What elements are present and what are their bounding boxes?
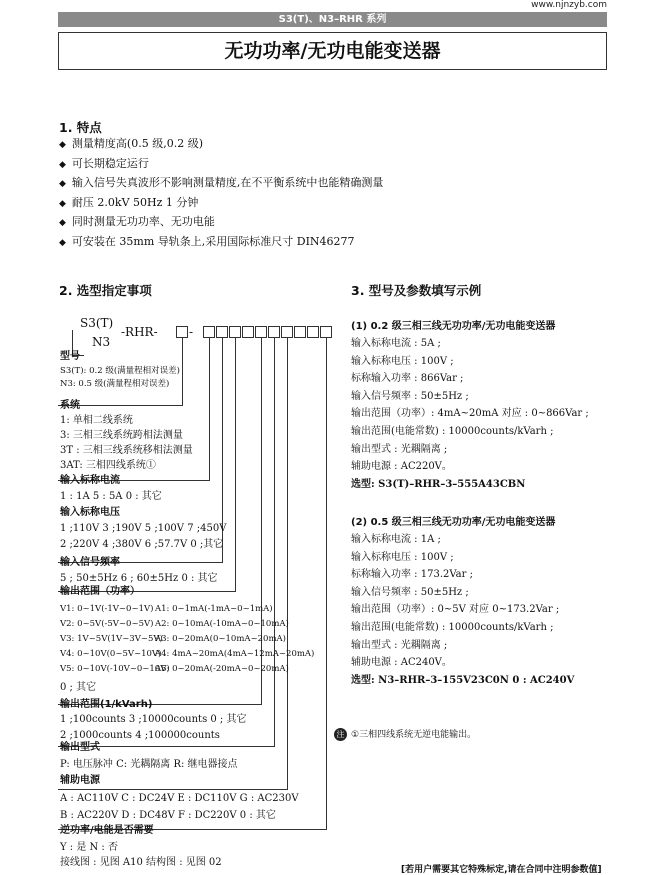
code-box [307,326,319,338]
option-line: V2: 0~5V(-5V~0~5V) [60,619,154,629]
example-line: 输出范围(电能常数) : 10000counts/kVarh ; [351,425,554,437]
output-other: 0 ; 其它 [60,682,97,693]
page-title: 无功功率/无功电能变送器 [58,32,607,70]
code-box [216,326,228,338]
output-voltage-options [60,602,170,677]
option-line: 3: 三相三线系统跨相法测量 [60,430,183,441]
example-line: 输入信号频率 : 50±5Hz ; [351,390,469,402]
code-dash: - [189,325,194,339]
output-current-options [155,602,314,677]
code-box-system [176,326,188,338]
example-title: (1) 0.2 级三相三线无功功率/无功电能变送器 [351,321,556,332]
option-line: A2: 0~10mA(-10mA~0~10mA) [155,619,289,629]
example-line: 辅助电源 : AC240V。 [351,657,452,669]
feature-item: ◆ 可长期稳定运行 [59,155,383,175]
code-box [294,326,306,338]
selection-heading: 2. 选型指定事项 [59,283,152,298]
option-line: V1: 0~1V(-1V~0~1V) [60,604,154,614]
output-type-label: 输出型式 [60,742,100,753]
example-line: 辅助电源 : AC220V。 [351,461,452,473]
example-line: 输入标称电流 : 5A ; [351,338,441,349]
feature-item: ◆ 输入信号失真波形不影响测量精度,在不平衡系统中也能精确测量 [59,174,383,194]
example-line: 输出型式 : 光耦隔离 ; [351,443,448,455]
option-line: 1: 单相二线系统 [60,415,133,426]
option-line: A3: 0~20mA(0~10mA~20mA) [155,634,286,644]
feature-item: ◆ 可安装在 35mm 导轨条上,采用国际标准尺寸 DIN46277 [59,233,383,253]
series-bar: S3(T)、N3–RHR 系列 [58,12,607,27]
example-2 [351,514,574,689]
footer-note: [若用户需要其它特殊标定,请在合同中注明参数值] [401,865,602,875]
output-power-label: 输出范围（功率） [60,586,140,597]
example-model: 选型: N3–RHR–3–155V23C0N 0 : AC240V [351,674,575,686]
aux-power-label: 辅助电源 [60,775,100,786]
option-line: A1: 0~1mA(-1mA~0~1mA) [155,604,273,614]
option-line: 3AT: 三相四线系统① [60,460,156,471]
example-line: 输出范围（功率）: 4mA~20mA 对应 : 0~866Var ; [351,408,589,420]
option-line: S3(T): 0.2 级(满量程相对误差) [60,366,180,376]
option-line: B : AC220V D : DC48V F : DC220V 0 : 其它 [60,810,276,821]
reverse-label: 逆功率/电能是否需要 [60,825,154,836]
code-box [281,326,293,338]
website-url: www.njnzyb.com [531,0,607,10]
example-line: 标称输入功率 : 173.2Var ; [351,569,473,581]
wiring-reference: 接线图 : 见图 A10 结构图 : 见图 02 [60,857,222,868]
current-options: 1 : 1A 5 : 5A 0 : 其它 [60,491,162,502]
example-line: 输出范围（功率）: 0~5V 对应 0~173.2Var ; [351,604,560,616]
option-line: A4: 4mA~20mA(4mA~12mA~20mA) [155,649,315,659]
example-title: (2) 0.5 级三相三线无功功率/无功电能变送器 [351,517,556,528]
option-line: 3T : 三相三线系统移相法测量 [60,445,193,456]
code-prefix-bottom: N3 [92,335,111,349]
code-box [320,326,332,338]
option-line: V5: 0~10V(-10V~0~10V) [60,664,170,674]
feature-item: ◆ 测量精度高(0.5 级,0.2 级) [59,135,383,155]
option-line: V4: 0~10V(0~5V~10V) [60,649,162,659]
example-line: 输入标称电压 : 100V ; [351,551,454,563]
voltage-label: 输入标称电压 [60,507,120,518]
model-label: 型号 [60,351,80,362]
frequency-options: 5 ; 50±5Hz 6 ; 60±5Hz 0 : 其它 [60,573,218,584]
example-line: 标称输入功率 : 866Var ; [351,373,464,385]
example-line: 输入信号频率 : 50±5Hz ; [351,586,469,598]
note-marker: 注 [334,728,347,741]
feature-item: ◆ 同时测量无功功率、无功电能 [59,213,383,233]
code-mid: -RHR- [121,325,158,339]
current-label: 输入标称电流 [60,475,120,486]
output-type-options: P: 电压脉冲 C: 光耦隔离 R: 继电器接点 [60,759,238,770]
example-line: 输入标称电压 : 100V ; [351,355,454,367]
features-heading: 1. 特点 [59,120,102,135]
option-line: 2 ;1000counts 4 ;100000counts [60,730,220,741]
reverse-options: Y : 是 N : 否 [60,842,118,853]
option-line: 1 ;100counts 3 ;10000counts 0 ; 其它 [60,714,247,725]
code-prefix-top: S3(T) [80,316,114,330]
example-model: 选型: S3(T)–RHR–3–555A43CBN [351,478,526,490]
feature-item: ◆ 耐压 2.0kV 50Hz 1 分钟 [59,194,383,214]
frequency-label: 输入信号频率 [60,557,120,568]
code-box [242,326,254,338]
code-box [255,326,267,338]
option-line: 1 ;110V 3 ;190V 5 ;100V 7 ;450V [60,523,227,534]
example-line: 输出范围(电能常数) : 10000counts/kVarh ; [351,621,554,633]
features-list [59,135,383,252]
option-line: V3: 1V~5V(1V~3V~5V) [60,634,163,644]
system-options [60,413,193,473]
system-label: 系统 [60,400,80,411]
voltage-options [60,521,226,553]
examples-heading: 3. 型号及参数填写示例 [351,283,482,298]
example-line: 输出型式 : 光耦隔离 ; [351,639,448,651]
code-box [203,326,215,338]
example-1 [351,318,589,493]
option-line: A : AC110V C : DC24V E : DC110V G : AC230V [60,793,299,804]
code-box [268,326,280,338]
option-line: 2 ;220V 4 ;380V 6 ;57.7V 0 ;其它 [60,539,224,550]
option-line: A5: 0~20mA(-20mA~0~20mA) [155,664,289,674]
note-text: ①三相四线系统无逆电能输出。 [351,730,477,740]
model-options [60,365,180,391]
energy-label: 输出范围(1/kVarh) [60,699,153,710]
option-line: N3: 0.5 级(满量程相对误差) [60,379,170,389]
example-line: 输入标称电流 : 1A ; [351,534,441,545]
aux-power-options [60,790,299,824]
code-box [229,326,241,338]
